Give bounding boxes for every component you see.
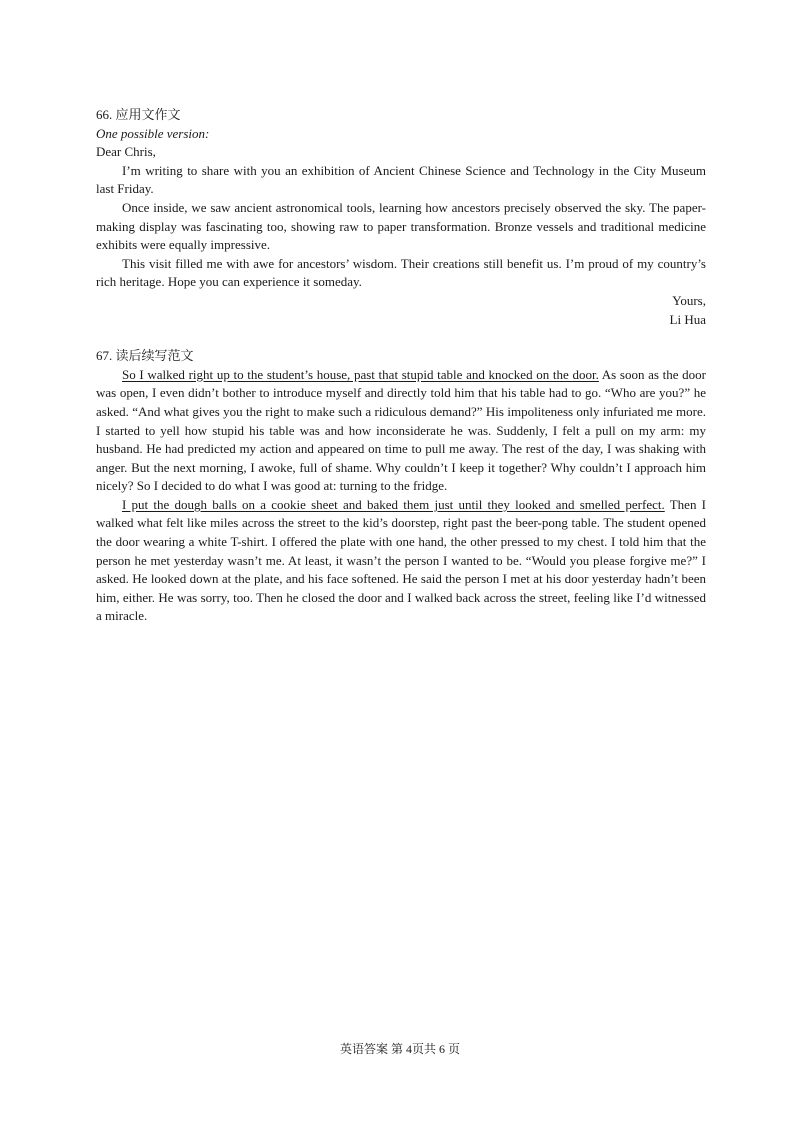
section-heading-66: 66. 应用文作文 (96, 107, 181, 122)
page-footer: 英语答案 第 4页共 6 页 (339, 1042, 460, 1056)
letter-closing: Yours, (672, 292, 706, 308)
paragraph-2-body: Then I walked what felt like miles across the street to the kid’s doorstep, right past the beer-pong table. The student opened the door wearing a white T-shirt. I offered the plate with one hand, the other pressed to my chest. I told him that the person he met yesterday wasn’t me. At least, it wasn’t the person I wanted to be. “Would you please forgive me?” I asked. He looked down at the plate, and his face softened. He said the person I met at his door yesterday hadn’t been him, either. He was sorry, too. Then he closed the door and I walked back across the street, feeling like I’d witnessed a miracle. (96, 496, 707, 624)
letter-paragraph-3: This visit filled me with awe for ancestors’ wisdom. Their creations still benefit us. I’m proud of my country’s rich heritage. Hope you can experience it someday. (96, 255, 706, 290)
letter-salutation: Dear Chris, (96, 144, 156, 160)
section-gap (96, 329, 706, 347)
letter-paragraph-1: I’m writing to share with you an exhibition of Ancient Chinese Science and Technology in the City Museum last Friday. (96, 162, 706, 197)
document-body (96, 106, 706, 626)
paragraph-1-body: As soon as the door was open, I even didn’t bother to introduce myself and directly told him that his table had to go. “Who are you?” he asked. “And what gives you the right to make such a ridiculous demand?” His impoliteness only infuriated me more. I started to yell how stupid his table was and how inconsiderate he was. Suddenly, I felt a pull on my arm: my husband. He had predicted my action and appeared on time to pull me away. The rest of the day, I was shaking with anger. But the next morning, I awoke, full of shame. Why couldn’t I keep it together? Why couldn’t I approach him nicely? So I decided to do what I was good at: turning to the fridge. (96, 366, 706, 494)
letter-signature: Li Hua (669, 311, 706, 327)
version-note: One possible version: (96, 125, 210, 141)
continuation-paragraph-1 (96, 366, 706, 496)
paragraph-1-opening-sentence: So I walked right up to the student’s house, past that stupid table and knocked on the door. (122, 366, 599, 382)
letter-paragraph-2: Once inside, we saw ancient astronomical tools, learning how ancestors precisely observed the sky. The paper-making display was fascinating too, showing raw to paper transformation. Bronze vessels and traditional medicine exhibits were equally impressive. (96, 199, 706, 253)
section-heading-67: 67. 读后续写范文 (96, 348, 194, 364)
continuation-paragraph-2 (96, 496, 706, 626)
paragraph-2-opening-sentence: I put the dough balls on a cookie sheet and baked them just until they looked and smelled perfect. (122, 496, 665, 512)
